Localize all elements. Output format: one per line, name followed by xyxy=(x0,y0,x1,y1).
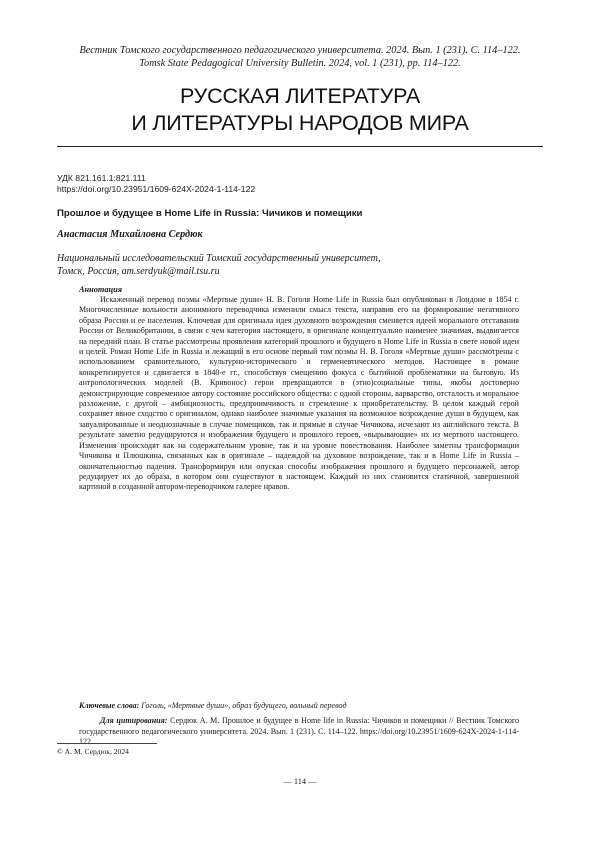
doi-link[interactable]: https://doi.org/10.23951/1609-624X-2024-1-114-122 xyxy=(57,184,256,194)
keywords xyxy=(79,701,519,711)
journal-header xyxy=(40,44,560,70)
copyright-footnote: © А. М. Сердюк, 2024 xyxy=(57,747,129,756)
article-meta xyxy=(57,173,255,195)
author-affiliation xyxy=(57,252,543,278)
abstract-text: Искаженный перевод поэмы «Мертвые души» Н. В. Гоголя Home Life in Russia был опубликован в Лондоне в 1854 г. Многочисленные вольности анонимного переводчика изменили смысл текста, направив его на формирование негативного образа России и ее населения. Ключевая для оригинала идея духовного возрождения сменяется идеей морального отставания России от Великобритании, в связи с чем категория настоящего, в оригинале концептуально наименее значимая, выдвигается на передний план. В статье рассмотрены проявления категорий прошлого и будущего в Home Life in Russia в свете новой идеи и целей. Роман Home Life in Russia и лежащий в его основе первый том поэмы Н. В. Гоголя «Мертвые души» рассмотрены с использованием сравнительного, культурно-исторического и герменевтического методов. Настоящее в романе конкретизируется и сдвигается в 1840-е гг., способствуя смещению фокуса с бытийной проблематики на бытовую. Из антропологических моделей (В. Кривонос) герои превращаются в (этно)социальные типы, якобы достоверно демонстрирующие современное автору состояние российского общества: с одной стороны, варварство, отсталость и моральное разложение, с другой – амбициозность, предприимчивость и стремление к приобретательству. В целом каждый герой сохраняет явное сходство с оригиналом, однако наиболее значимые указания на возможное возрождение души в будущем, как завуалированные и неоднозначные в случае помещиков, так и прямые в случае Чичикова, исчезают из английского текста. В результате заметно редуцируются и изображения будущего и прошлого героев, «вырывающие» их из мертвого настоящего. Изменения происходят как на содержательном уровне, так и на уровне повествования. Наиболее заметны трансформации Чичикова и Плюшкина, связанных как в оригинале – надеждой на духовное возрождение, так и в Home Life in Russia – окончательностью падения. Трансформируя или опуская способы изображения прошлого и будущего персонажей, автор редуцирует их до образа, в котором они существуют в настоящем. Каждый из них становится статичной, завершенной картиной в созданной автором-переводчиком галерее нравов. xyxy=(79,295,519,492)
journal-citation-ru: Вестник Томского государственного педагогического университета. 2024. Вып. 1 (231). С. 114–122. xyxy=(79,45,521,56)
citation-text: Сердюк А. М. Прошлое и будущее в Home life in Russia: Чичиков и помещики // Вестник Томского государственного педагогического университета. 2024. Вып. 1 (231). С. 114–122. https://doi.org/10.23951/1609-624X-2024-1-114-122 xyxy=(79,716,519,747)
section-title-line1: РУССКАЯ ЛИТЕРАТУРА xyxy=(180,84,420,108)
keywords-text: Гоголь, «Мертвые души», образ будущего, вольный перевод xyxy=(141,701,347,710)
author-name: Анастасия Михайловна Сердюк xyxy=(57,229,203,240)
section-title xyxy=(40,83,560,137)
abstract-heading: Аннотация xyxy=(79,285,122,294)
citation-label: Для цитирования: xyxy=(100,716,168,725)
section-divider xyxy=(57,146,543,147)
section-title-line2: И ЛИТЕРАТУРЫ НАРОДОВ МИРА xyxy=(131,111,469,135)
udc-code: УДК 821.161.1:821.111 xyxy=(57,173,146,183)
affiliation-line1: Национальный исследовательский Томский государственный университет, xyxy=(57,253,381,264)
article-title: Прошлое и будущее в Home Life in Russia: Чичиков и помещики xyxy=(57,208,363,219)
journal-citation-en: Tomsk State Pedagogical University Bulletin. 2024, vol. 1 (231), pp. 114–122. xyxy=(139,58,461,69)
footnote-divider xyxy=(57,743,157,744)
affiliation-line2: Томск, Россия, am.serdyuk@mail.tsu.ru xyxy=(57,266,220,277)
page-number: — 114 — xyxy=(283,777,317,786)
keywords-label: Ключевые слова: xyxy=(79,701,140,710)
